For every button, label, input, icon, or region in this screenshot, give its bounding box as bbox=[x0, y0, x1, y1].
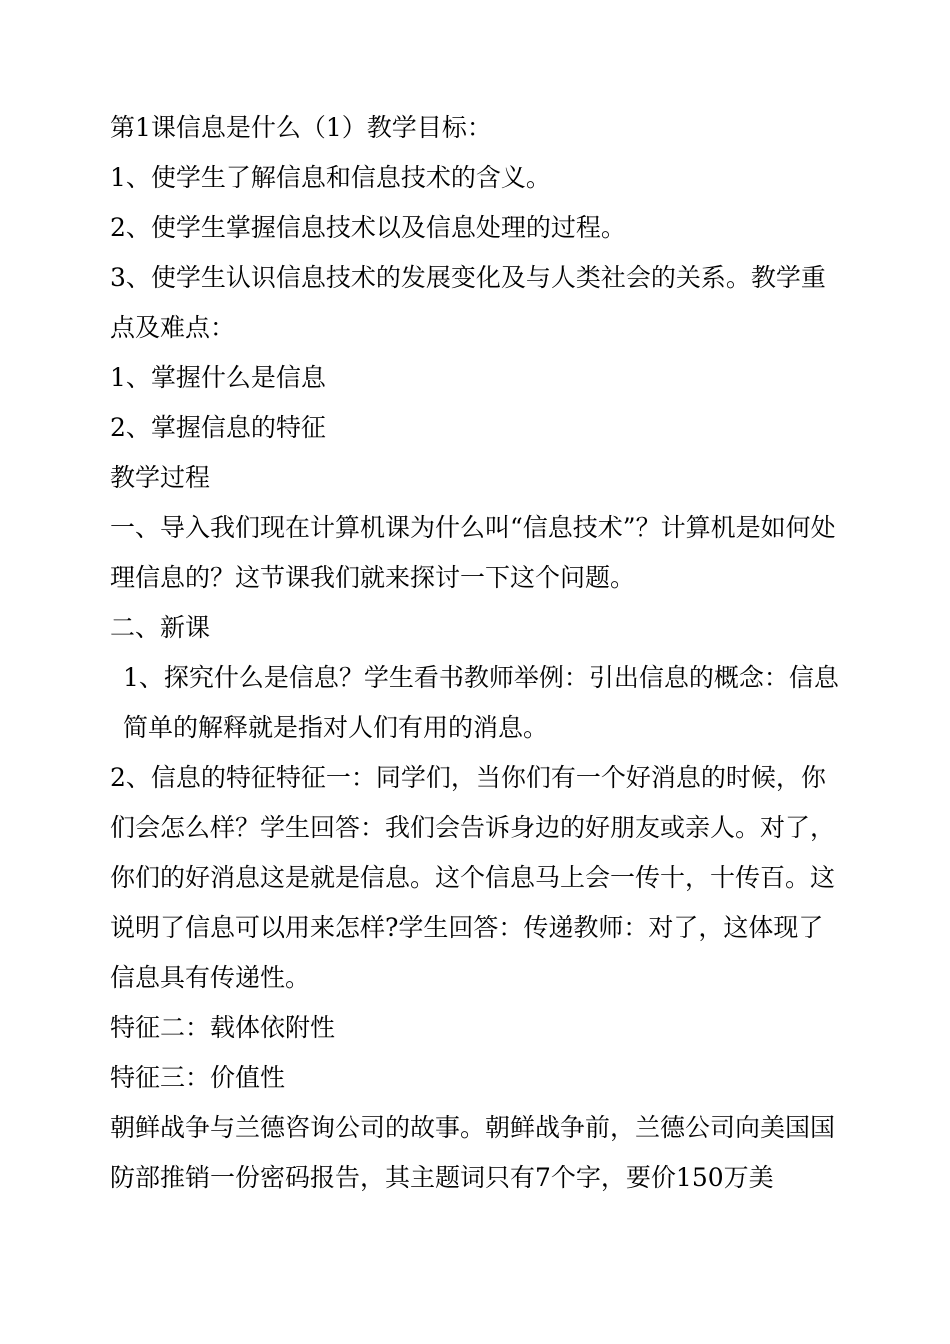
paragraph-key-point-1: 1、掌握什么是信息 bbox=[110, 363, 326, 392]
paragraph-what-is-information: 1、探究什么是信息？学生看书教师举例：引出信息的概念：信息简单的解释就是指对人们有用的消息。 bbox=[123, 663, 839, 742]
paragraph-korean-war-story: 朝鲜战争与兰德咨询公司的故事。朝鲜战争前，兰德公司向美国国防部推销一份密码报告，其主题词只有7个字，要价150万美 bbox=[110, 1113, 836, 1192]
document-body bbox=[110, 103, 842, 1203]
paragraph-new-lesson-heading: 二、新课 bbox=[110, 613, 211, 642]
paragraph-goal-2: 2、使学生掌握信息技术以及信息处理的过程。 bbox=[110, 213, 626, 242]
paragraph-lesson-title: 第1课信息是什么（1）教学目标： bbox=[110, 113, 492, 142]
paragraph-goal-3: 3、使学生认识信息技术的发展变化及与人类社会的关系。教学重点及难点： bbox=[110, 263, 826, 342]
paragraph-goal-1: 1、使学生了解信息和信息技术的含义。 bbox=[110, 163, 551, 192]
paragraph-process-heading: 教学过程 bbox=[110, 463, 211, 492]
paragraph-feature-one: 2、信息的特征特征一：同学们，当你们有一个好消息的时候，你们会怎么样？学生回答：我们会告诉身边的好朋友或亲人。对了，你们的好消息这是就是信息。这个信息马上会一传十，十传百。这说明了信息可以用来怎样?学生回答：传递教师：对了，这体现了信息具有传递性。 bbox=[110, 763, 836, 992]
paragraph-feature-three: 特征三：价值性 bbox=[110, 1063, 286, 1092]
paragraph-introduction: 一、导入我们现在计算机课为什么叫“信息技术”？计算机是如何处理信息的？这节课我们就来探讨一下这个问题。 bbox=[110, 513, 836, 592]
paragraph-feature-two: 特征二：载体依附性 bbox=[110, 1013, 336, 1042]
paragraph-key-point-2: 2、掌握信息的特征 bbox=[110, 413, 326, 442]
